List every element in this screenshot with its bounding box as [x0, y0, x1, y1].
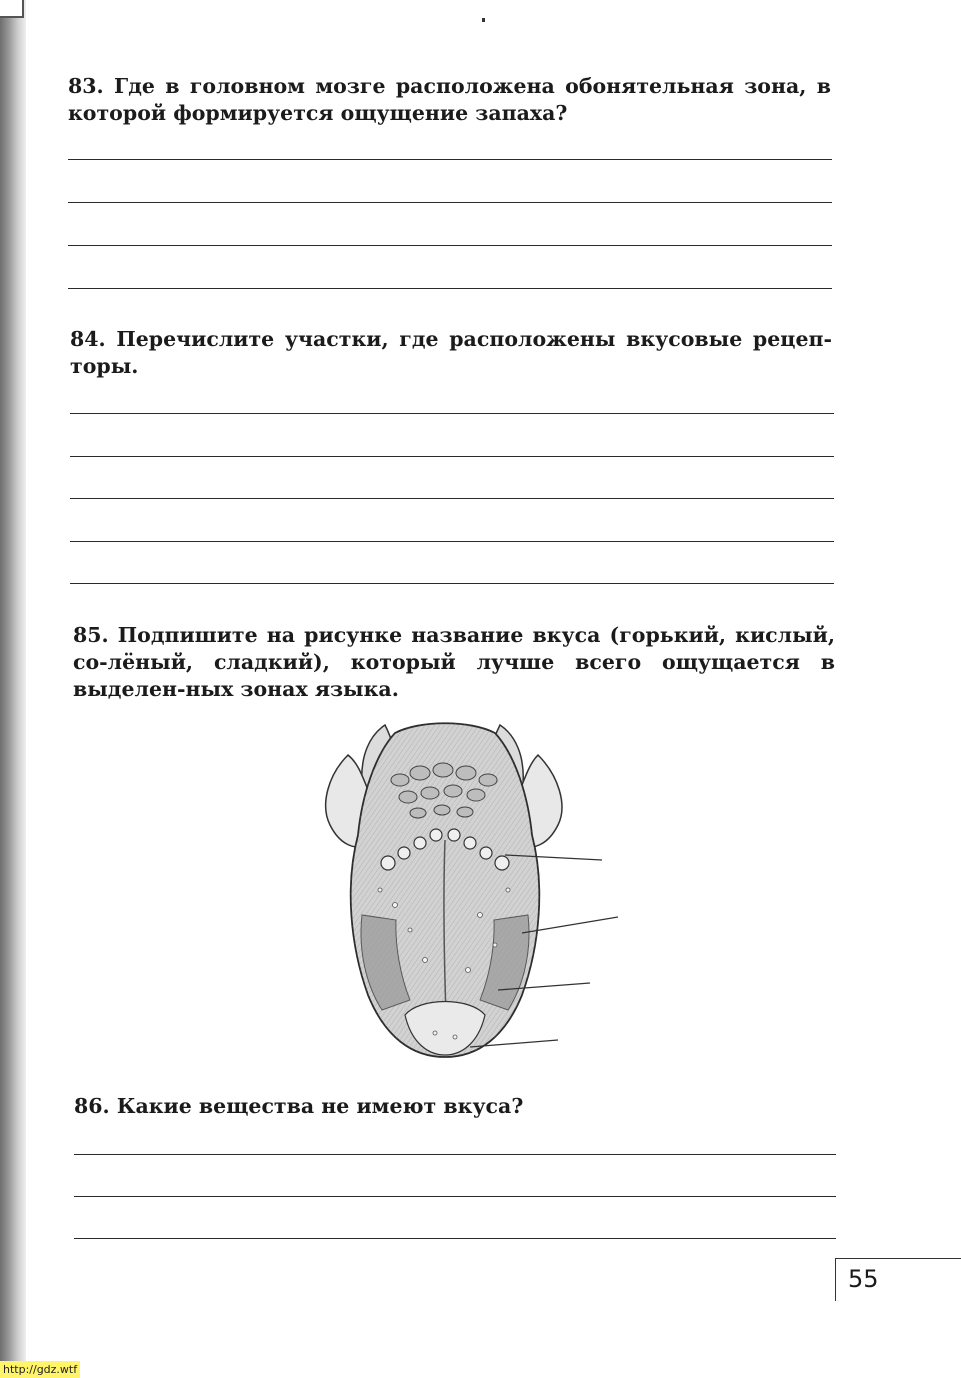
- answer-line-83-3[interactable]: [68, 245, 832, 246]
- answer-line-83-1[interactable]: [68, 159, 832, 160]
- answer-line-84-3[interactable]: [70, 498, 834, 499]
- answer-line-86-2[interactable]: [74, 1196, 836, 1197]
- question-83: [68, 73, 831, 127]
- binding-corner-mark: [0, 0, 24, 18]
- answer-line-83-4[interactable]: [68, 288, 832, 289]
- question-85-number: 85.: [73, 623, 109, 647]
- question-86: [74, 1093, 836, 1120]
- question-85: [73, 622, 835, 703]
- answer-line-84-1[interactable]: [70, 413, 834, 414]
- question-83-text: Где в головном мозге расположена обонятельная зона, в которой формируется ощущение запаха?: [68, 74, 832, 125]
- question-84-number: 84.: [70, 327, 106, 351]
- answer-line-86-3[interactable]: [74, 1238, 836, 1239]
- page-number-box: [835, 1258, 961, 1301]
- question-86-text: Какие вещества не имеют вкуса?: [116, 1094, 524, 1118]
- answer-line-84-2[interactable]: [70, 456, 834, 457]
- tongue-diagram-icon: [300, 715, 630, 1070]
- page-number: 55: [848, 1265, 879, 1293]
- question-84: [70, 326, 832, 380]
- print-speck: [482, 18, 485, 22]
- answer-line-84-5[interactable]: [70, 583, 834, 584]
- source-url-link[interactable]: http://gdz.wtf: [0, 1361, 80, 1378]
- answer-line-86-1[interactable]: [74, 1154, 836, 1155]
- question-83-number: 83.: [68, 74, 104, 98]
- book-binding: [0, 0, 26, 1378]
- question-84-text: Перечислите участки, где расположены вкусовые рецеп-торы.: [70, 327, 832, 378]
- question-86-number: 86.: [74, 1094, 110, 1118]
- question-85-text: Подпишите на рисунке название вкуса (горький, кислый, со-лёный, сладкий), который лучше всего ощущается в выделен-ных зонах языка.: [73, 623, 836, 701]
- answer-line-84-4[interactable]: [70, 541, 834, 542]
- answer-line-83-2[interactable]: [68, 202, 832, 203]
